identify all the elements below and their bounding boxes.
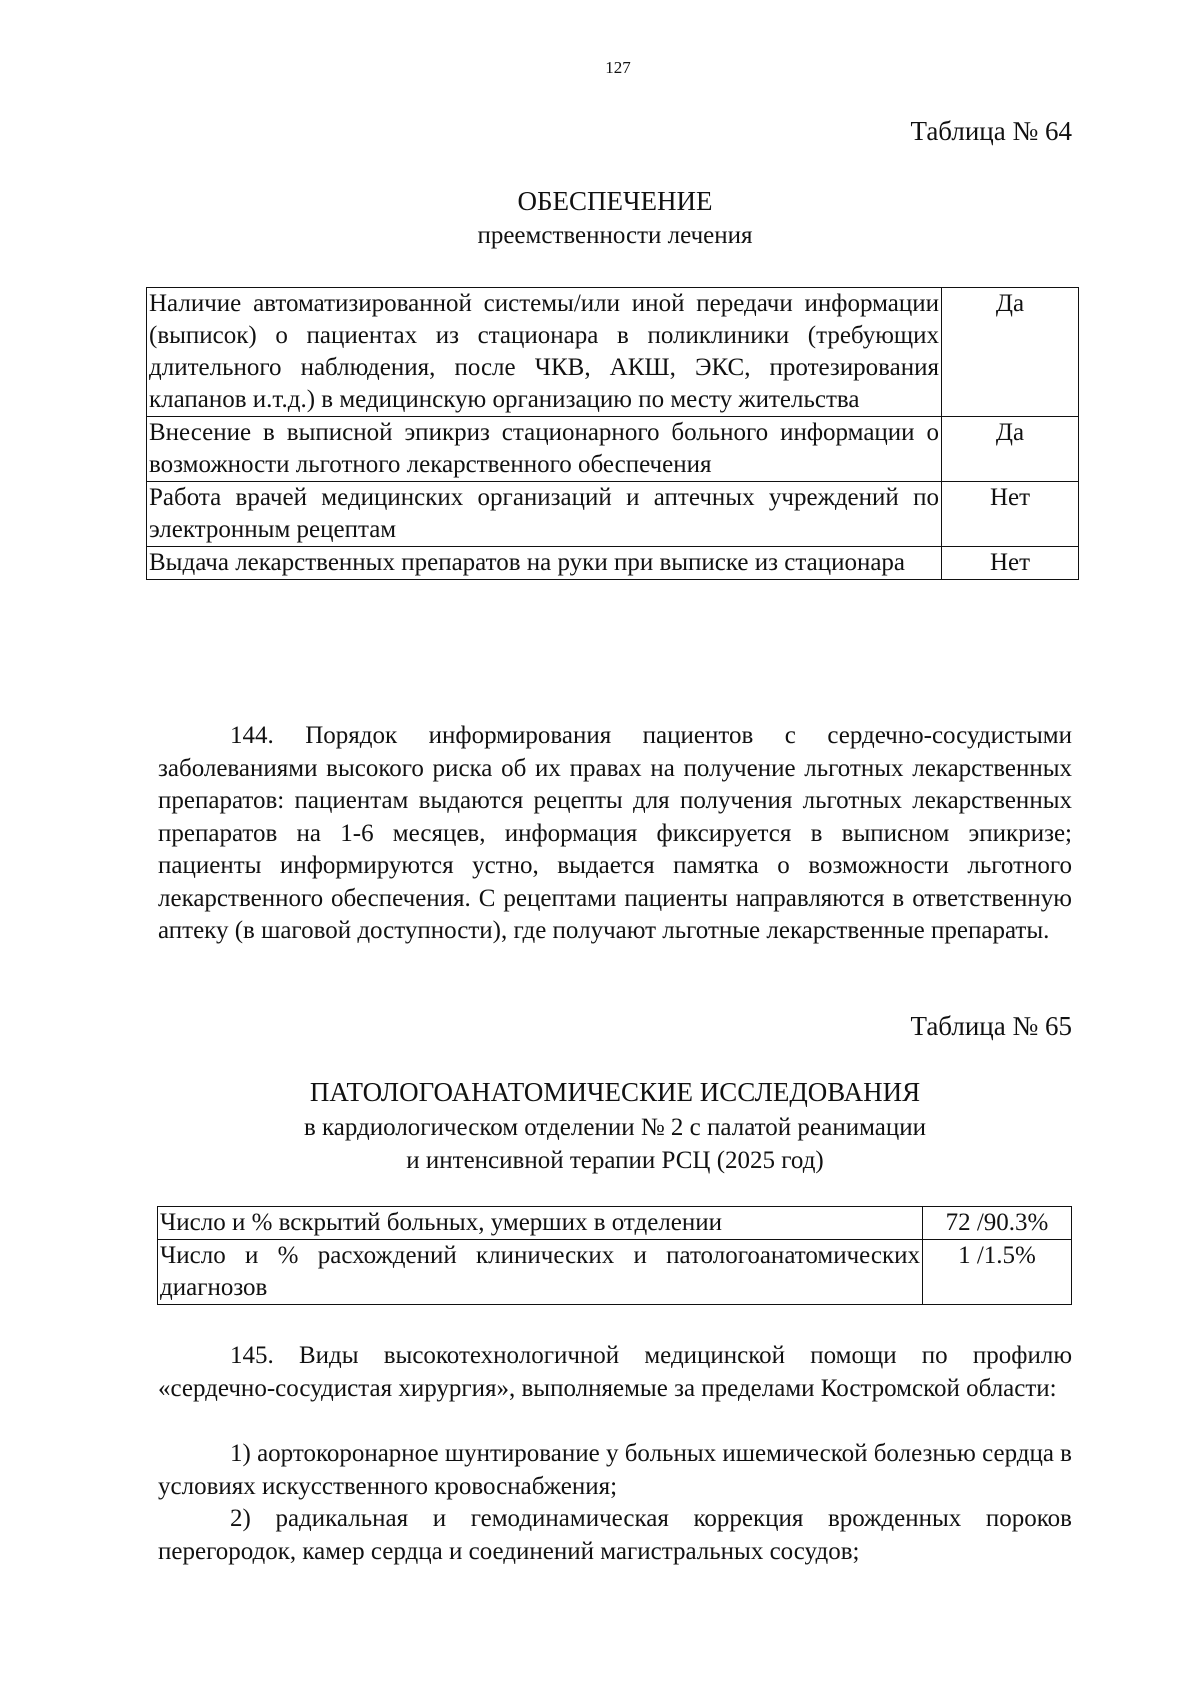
table-65 — [157, 1206, 1072, 1305]
table-65-subtitle-2: и интенсивной терапии РСЦ (2025 год) — [406, 1147, 824, 1174]
table-cell-desc: Наличие автоматизированной системы/или иной передачи информации (выписок) о пациентах из стационара в поликлиники (требующих длительного наблюдения, после ЧКВ, АКШ, ЭКС, протезирования клапанов и.т.д.) в медицинскую организацию по месту жительства — [147, 288, 942, 417]
table-row — [147, 288, 1079, 417]
table-65-subtitle-1: в кардиологическом отделении № 2 с палатой реанимации — [303, 1114, 927, 1141]
table-row — [147, 417, 1079, 482]
table-row — [147, 547, 1079, 580]
table-cell-desc: Число и % расхождений клинических и патологоанатомических диагнозов — [158, 1240, 923, 1305]
table-cell-desc: Выдача лекарственных препаратов на руки при выписке из стационара — [147, 547, 942, 580]
table-cell-desc: Работа врачей медицинских организаций и аптечных учреждений по электронным рецептам — [147, 482, 942, 547]
table-cell-value: Да — [942, 417, 1079, 482]
table-64-title: ОБЕСПЕЧЕНИЕ — [517, 186, 713, 216]
list-item: 2) радикальная и гемодинамическая коррекция врожденных пороков перегородок, камер сердца и соединений магистральных сосудов; — [158, 1505, 1072, 1565]
table-row — [158, 1240, 1072, 1305]
table-cell-value: Нет — [942, 547, 1079, 580]
table-cell-desc: Число и % вскрытий больных, умерших в отделении — [158, 1207, 923, 1240]
table-cell-value: Да — [942, 288, 1079, 417]
table-65-title: ПАТОЛОГОАНАТОМИЧЕСКИЕ ИССЛЕДОВАНИЯ — [309, 1077, 921, 1107]
table-cell-value: 72 /90.3% — [923, 1207, 1072, 1240]
paragraph-144: 144. Порядок информирования пациентов с сердечно-сосудистыми заболеваниями высокого риска об их правах на получение льготных лекарственных препаратов: пациентам выдаются рецепты для получения льготных лекарственных препаратов на 1-6 месяцев, информация фиксируется в выписном эпикризе; пациенты информируются устно, выдается памятка о возможности льготного лекарственного обеспечения. С рецептами пациенты направляются в ответственную аптеку (в шаговой доступности), где получают льготные лекарственные препараты. — [158, 722, 1072, 944]
table-64 — [146, 287, 1079, 580]
table-cell-value: 1 /1.5% — [923, 1240, 1072, 1305]
table-row — [147, 482, 1079, 547]
table-65-label: Таблица № 65 — [910, 1011, 1072, 1041]
table-64-subtitle: преемственности лечения — [477, 222, 753, 249]
page-number: 127 — [605, 58, 631, 77]
list-item: 1) аортокоронарное шунтирование у больных ишемической болезнью сердца в условиях искусственного кровоснабжения; — [158, 1440, 1072, 1500]
table-cell-value: Нет — [942, 482, 1079, 547]
table-cell-desc: Внесение в выписной эпикриз стационарного больного информации о возможности льготного лекарственного обеспечения — [147, 417, 942, 482]
table-row — [158, 1207, 1072, 1240]
paragraph-145: 145. Виды высокотехнологичной медицинской помощи по профилю «сердечно-сосудистая хирургия», выполняемые за пределами Костромской области: — [158, 1342, 1072, 1402]
table-64-label: Таблица № 64 — [910, 116, 1072, 146]
